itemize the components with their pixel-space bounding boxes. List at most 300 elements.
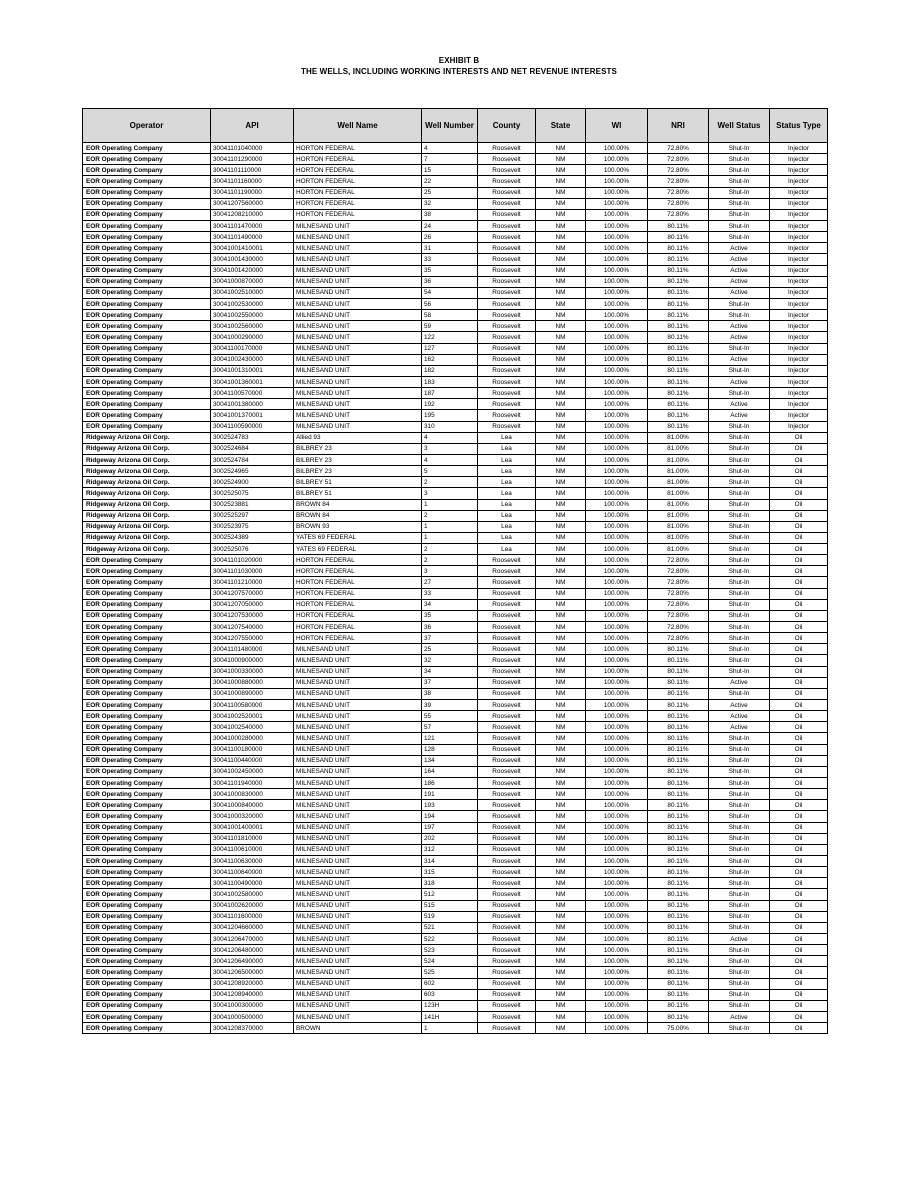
cell-api: 30041002620000 xyxy=(211,900,294,911)
cell-nri: 80.11% xyxy=(648,778,709,789)
cell-api: 30041000870000 xyxy=(211,276,294,287)
table-row xyxy=(83,867,828,878)
cell-well-status: Active xyxy=(709,677,770,688)
cell-status-type: Injector xyxy=(770,421,828,432)
cell-nri: 80.11% xyxy=(648,789,709,800)
cell-wi: 100.00% xyxy=(586,644,648,655)
cell-wi: 100.00% xyxy=(586,321,648,332)
cell-state: NM xyxy=(536,376,586,387)
cell-county: Roosevelt xyxy=(478,165,536,176)
cell-state: NM xyxy=(536,688,586,699)
cell-well-number: 1 xyxy=(422,521,478,532)
cell-well-status: Shut-In xyxy=(709,510,770,521)
cell-nri: 72.80% xyxy=(648,610,709,621)
cell-well-status: Shut-In xyxy=(709,176,770,187)
cell-well-status: Shut-In xyxy=(709,599,770,610)
table-row xyxy=(83,889,828,900)
table-row xyxy=(83,532,828,543)
cell-state: NM xyxy=(536,622,586,633)
cell-status-type: Oil xyxy=(770,521,828,532)
cell-well-name: MILNESAND UNIT xyxy=(294,388,422,399)
table-row xyxy=(83,265,828,276)
table-body xyxy=(83,143,828,1034)
cell-well-number: 521 xyxy=(422,922,478,933)
cell-state: NM xyxy=(536,176,586,187)
cell-well-number: 32 xyxy=(422,198,478,209)
cell-county: Roosevelt xyxy=(478,187,536,198)
cell-well-status: Shut-In xyxy=(709,1023,770,1034)
cell-well-name: MILNESAND UNIT xyxy=(294,766,422,777)
cell-well-name: MILNESAND UNIT xyxy=(294,833,422,844)
cell-state: NM xyxy=(536,243,586,254)
cell-state: NM xyxy=(536,956,586,967)
cell-well-name: MILNESAND UNIT xyxy=(294,232,422,243)
cell-county: Roosevelt xyxy=(478,688,536,699)
cell-operator: Ridgeway Arizona Oil Corp. xyxy=(83,454,211,465)
cell-state: NM xyxy=(536,577,586,588)
table-row xyxy=(83,766,828,777)
cell-api: 30041101810000 xyxy=(211,833,294,844)
table-row xyxy=(83,677,828,688)
cell-operator: EOR Operating Company xyxy=(83,900,211,911)
cell-county: Lea xyxy=(478,466,536,477)
cell-county: Roosevelt xyxy=(478,276,536,287)
cell-nri: 80.11% xyxy=(648,811,709,822)
cell-well-number: 162 xyxy=(422,354,478,365)
cell-nri: 81.00% xyxy=(648,488,709,499)
cell-api: 30041101030000 xyxy=(211,566,294,577)
cell-wi: 100.00% xyxy=(586,778,648,789)
cell-well-name: MILNESAND UNIT xyxy=(294,399,422,410)
table-row xyxy=(83,577,828,588)
cell-well-status: Active xyxy=(709,354,770,365)
cell-wi: 100.00% xyxy=(586,922,648,933)
cell-operator: EOR Operating Company xyxy=(83,922,211,933)
cell-well-status: Shut-In xyxy=(709,633,770,644)
cell-status-type: Injector xyxy=(770,165,828,176)
cell-nri: 72.80% xyxy=(648,566,709,577)
cell-county: Roosevelt xyxy=(478,644,536,655)
cell-well-name: HORTON FEDERAL xyxy=(294,154,422,165)
cell-wi: 100.00% xyxy=(586,287,648,298)
cell-well-name: MILNESAND UNIT xyxy=(294,800,422,811)
cell-state: NM xyxy=(536,555,586,566)
cell-status-type: Oil xyxy=(770,1023,828,1034)
cell-operator: Ridgeway Arizona Oil Corp. xyxy=(83,544,211,555)
cell-well-number: 2 xyxy=(422,510,478,521)
cell-state: NM xyxy=(536,310,586,321)
cell-api: 30041001360001 xyxy=(211,376,294,387)
cell-api: 30041002430000 xyxy=(211,354,294,365)
cell-operator: EOR Operating Company xyxy=(83,599,211,610)
cell-state: NM xyxy=(536,911,586,922)
column-header-nri: NRI xyxy=(648,109,709,143)
cell-well-status: Shut-In xyxy=(709,232,770,243)
cell-state: NM xyxy=(536,878,586,889)
cell-nri: 81.00% xyxy=(648,499,709,510)
cell-status-type: Oil xyxy=(770,867,828,878)
cell-api: 3002525075 xyxy=(211,488,294,499)
cell-nri: 80.11% xyxy=(648,945,709,956)
cell-wi: 100.00% xyxy=(586,933,648,944)
cell-well-name: MILNESAND UNIT xyxy=(294,1011,422,1022)
cell-well-status: Active xyxy=(709,243,770,254)
table-row xyxy=(83,566,828,577)
cell-county: Roosevelt xyxy=(478,254,536,265)
cell-well-name: BROWN 84 xyxy=(294,510,422,521)
cell-operator: EOR Operating Company xyxy=(83,165,211,176)
cell-api: 30041001310001 xyxy=(211,365,294,376)
cell-api: 30041207550000 xyxy=(211,633,294,644)
cell-status-type: Oil xyxy=(770,844,828,855)
cell-nri: 80.11% xyxy=(648,956,709,967)
cell-status-type: Oil xyxy=(770,744,828,755)
cell-wi: 100.00% xyxy=(586,254,648,265)
table-row xyxy=(83,154,828,165)
cell-status-type: Oil xyxy=(770,811,828,822)
cell-county: Roosevelt xyxy=(478,833,536,844)
table-row xyxy=(83,945,828,956)
cell-operator: EOR Operating Company xyxy=(83,1011,211,1022)
cell-wi: 100.00% xyxy=(586,599,648,610)
cell-well-status: Shut-In xyxy=(709,610,770,621)
cell-operator: Ridgeway Arizona Oil Corp. xyxy=(83,510,211,521)
cell-operator: EOR Operating Company xyxy=(83,644,211,655)
cell-well-status: Shut-In xyxy=(709,755,770,766)
cell-operator: EOR Operating Company xyxy=(83,733,211,744)
cell-well-name: MILNESAND UNIT xyxy=(294,789,422,800)
cell-well-name: HORTON FEDERAL xyxy=(294,622,422,633)
cell-well-name: MILNESAND UNIT xyxy=(294,711,422,722)
cell-status-type: Injector xyxy=(770,176,828,187)
cell-wi: 100.00% xyxy=(586,967,648,978)
cell-wi: 100.00% xyxy=(586,454,648,465)
cell-nri: 72.80% xyxy=(648,187,709,198)
cell-state: NM xyxy=(536,722,586,733)
cell-county: Roosevelt xyxy=(478,677,536,688)
cell-state: NM xyxy=(536,655,586,666)
cell-nri: 80.11% xyxy=(648,933,709,944)
cell-operator: EOR Operating Company xyxy=(83,811,211,822)
cell-state: NM xyxy=(536,198,586,209)
cell-nri: 80.11% xyxy=(648,243,709,254)
cell-api: 30041100180000 xyxy=(211,744,294,755)
cell-county: Lea xyxy=(478,443,536,454)
cell-well-status: Active xyxy=(709,254,770,265)
cell-county: Roosevelt xyxy=(478,722,536,733)
cell-state: NM xyxy=(536,922,586,933)
table-row xyxy=(83,287,828,298)
cell-nri: 80.11% xyxy=(648,922,709,933)
cell-nri: 72.80% xyxy=(648,209,709,220)
cell-wi: 100.00% xyxy=(586,154,648,165)
cell-well-number: 26 xyxy=(422,232,478,243)
cell-api: 30041002580000 xyxy=(211,889,294,900)
table-row xyxy=(83,365,828,376)
cell-operator: EOR Operating Company xyxy=(83,989,211,1000)
cell-operator: Ridgeway Arizona Oil Corp. xyxy=(83,532,211,543)
cell-operator: EOR Operating Company xyxy=(83,633,211,644)
cell-nri: 80.11% xyxy=(648,889,709,900)
cell-well-status: Shut-In xyxy=(709,566,770,577)
cell-state: NM xyxy=(536,989,586,1000)
cell-well-status: Shut-In xyxy=(709,833,770,844)
cell-well-number: 127 xyxy=(422,343,478,354)
wells-table xyxy=(82,108,828,1034)
cell-nri: 80.11% xyxy=(648,867,709,878)
cell-wi: 100.00% xyxy=(586,722,648,733)
cell-status-type: Injector xyxy=(770,310,828,321)
cell-operator: EOR Operating Company xyxy=(83,666,211,677)
cell-county: Roosevelt xyxy=(478,744,536,755)
cell-well-number: 33 xyxy=(422,588,478,599)
cell-well-status: Shut-In xyxy=(709,644,770,655)
cell-nri: 81.00% xyxy=(648,466,709,477)
cell-status-type: Oil xyxy=(770,856,828,867)
cell-state: NM xyxy=(536,978,586,989)
cell-wi: 100.00% xyxy=(586,343,648,354)
table-row xyxy=(83,700,828,711)
cell-well-status: Shut-In xyxy=(709,588,770,599)
cell-status-type: Oil xyxy=(770,566,828,577)
table-row xyxy=(83,622,828,633)
cell-operator: EOR Operating Company xyxy=(83,844,211,855)
cell-well-status: Shut-In xyxy=(709,800,770,811)
cell-well-status: Active xyxy=(709,933,770,944)
cell-well-number: 37 xyxy=(422,633,478,644)
cell-operator: EOR Operating Company xyxy=(83,577,211,588)
cell-wi: 100.00% xyxy=(586,577,648,588)
cell-county: Roosevelt xyxy=(478,945,536,956)
table-row xyxy=(83,844,828,855)
cell-api: 30041002530000 xyxy=(211,298,294,309)
cell-status-type: Oil xyxy=(770,555,828,566)
cell-wi: 100.00% xyxy=(586,332,648,343)
cell-well-status: Shut-In xyxy=(709,388,770,399)
cell-well-name: YATES 69 FEDERAL xyxy=(294,544,422,555)
cell-status-type: Injector xyxy=(770,376,828,387)
cell-api: 30041206500000 xyxy=(211,967,294,978)
cell-wi: 100.00% xyxy=(586,610,648,621)
cell-well-number: 318 xyxy=(422,878,478,889)
cell-county: Roosevelt xyxy=(478,778,536,789)
cell-status-type: Oil xyxy=(770,978,828,989)
cell-well-status: Shut-In xyxy=(709,488,770,499)
cell-well-status: Active xyxy=(709,265,770,276)
cell-well-number: 195 xyxy=(422,410,478,421)
table-row xyxy=(83,666,828,677)
cell-status-type: Oil xyxy=(770,700,828,711)
cell-well-status: Shut-In xyxy=(709,365,770,376)
column-header-operator: Operator xyxy=(83,109,211,143)
cell-county: Roosevelt xyxy=(478,376,536,387)
cell-well-name: BILBREY 23 xyxy=(294,443,422,454)
cell-state: NM xyxy=(536,889,586,900)
cell-county: Roosevelt xyxy=(478,577,536,588)
cell-nri: 80.11% xyxy=(648,399,709,410)
cell-well-number: 34 xyxy=(422,666,478,677)
cell-wi: 100.00% xyxy=(586,856,648,867)
column-header-status-type: Status Type xyxy=(770,109,828,143)
table-row xyxy=(83,432,828,443)
table-row xyxy=(83,165,828,176)
cell-well-number: 192 xyxy=(422,399,478,410)
cell-well-name: MILNESAND UNIT xyxy=(294,911,422,922)
cell-well-name: BROWN xyxy=(294,1023,422,1034)
cell-operator: Ridgeway Arizona Oil Corp. xyxy=(83,477,211,488)
cell-operator: EOR Operating Company xyxy=(83,778,211,789)
cell-nri: 80.11% xyxy=(648,722,709,733)
cell-state: NM xyxy=(536,477,586,488)
cell-well-name: MILNESAND UNIT xyxy=(294,900,422,911)
cell-well-name: MILNESAND UNIT xyxy=(294,700,422,711)
cell-operator: EOR Operating Company xyxy=(83,978,211,989)
cell-wi: 100.00% xyxy=(586,889,648,900)
cell-operator: EOR Operating Company xyxy=(83,243,211,254)
cell-well-status: Shut-In xyxy=(709,143,770,154)
cell-well-status: Active xyxy=(709,376,770,387)
cell-api: 30041101020000 xyxy=(211,555,294,566)
cell-county: Roosevelt xyxy=(478,354,536,365)
cell-nri: 80.11% xyxy=(648,1000,709,1011)
cell-status-type: Injector xyxy=(770,187,828,198)
cell-state: NM xyxy=(536,432,586,443)
cell-operator: EOR Operating Company xyxy=(83,722,211,733)
cell-county: Lea xyxy=(478,532,536,543)
cell-operator: EOR Operating Company xyxy=(83,399,211,410)
exhibit-subtitle: THE WELLS, INCLUDING WORKING INTERESTS AND NET REVENUE INTERESTS xyxy=(301,67,617,76)
cell-county: Roosevelt xyxy=(478,1000,536,1011)
cell-well-status: Active xyxy=(709,700,770,711)
cell-api: 30041001420000 xyxy=(211,265,294,276)
cell-well-status: Shut-In xyxy=(709,532,770,543)
cell-state: NM xyxy=(536,844,586,855)
cell-nri: 80.11% xyxy=(648,688,709,699)
table-row xyxy=(83,711,828,722)
cell-nri: 72.80% xyxy=(648,165,709,176)
table-row xyxy=(83,143,828,154)
cell-county: Roosevelt xyxy=(478,655,536,666)
table-row xyxy=(83,321,828,332)
cell-state: NM xyxy=(536,789,586,800)
cell-well-status: Active xyxy=(709,399,770,410)
table-row xyxy=(83,220,828,231)
cell-wi: 100.00% xyxy=(586,844,648,855)
cell-wi: 100.00% xyxy=(586,198,648,209)
cell-county: Roosevelt xyxy=(478,911,536,922)
cell-well-name: MILNESAND UNIT xyxy=(294,922,422,933)
table-row xyxy=(83,198,828,209)
cell-county: Roosevelt xyxy=(478,856,536,867)
cell-api: 30041208370000 xyxy=(211,1023,294,1034)
cell-county: Lea xyxy=(478,488,536,499)
cell-well-number: 193 xyxy=(422,800,478,811)
cell-wi: 100.00% xyxy=(586,588,648,599)
cell-well-number: 7 xyxy=(422,154,478,165)
cell-well-number: 32 xyxy=(422,655,478,666)
cell-status-type: Oil xyxy=(770,432,828,443)
cell-well-status: Active xyxy=(709,711,770,722)
column-header-well-status: Well Status xyxy=(709,109,770,143)
cell-county: Roosevelt xyxy=(478,310,536,321)
cell-status-type: Injector xyxy=(770,254,828,265)
cell-api: 30041207050000 xyxy=(211,599,294,610)
cell-api: 30041208920000 xyxy=(211,978,294,989)
cell-well-name: MILNESAND UNIT xyxy=(294,856,422,867)
cell-api: 30041001380000 xyxy=(211,399,294,410)
table-row xyxy=(83,956,828,967)
cell-county: Roosevelt xyxy=(478,844,536,855)
table-row xyxy=(83,209,828,220)
cell-wi: 100.00% xyxy=(586,1023,648,1034)
cell-api: 30041206480000 xyxy=(211,945,294,956)
cell-status-type: Injector xyxy=(770,220,828,231)
table-row xyxy=(83,555,828,566)
cell-nri: 80.11% xyxy=(648,978,709,989)
column-header-api: API xyxy=(211,109,294,143)
cell-operator: EOR Operating Company xyxy=(83,822,211,833)
cell-operator: EOR Operating Company xyxy=(83,154,211,165)
cell-operator: EOR Operating Company xyxy=(83,867,211,878)
cell-well-status: Shut-In xyxy=(709,310,770,321)
cell-state: NM xyxy=(536,755,586,766)
table-row xyxy=(83,488,828,499)
table-row xyxy=(83,276,828,287)
cell-county: Roosevelt xyxy=(478,633,536,644)
cell-state: NM xyxy=(536,332,586,343)
cell-nri: 72.80% xyxy=(648,588,709,599)
cell-county: Roosevelt xyxy=(478,822,536,833)
cell-nri: 80.11% xyxy=(648,911,709,922)
cell-api: 30041002540000 xyxy=(211,722,294,733)
cell-wi: 100.00% xyxy=(586,677,648,688)
cell-nri: 72.80% xyxy=(648,143,709,154)
cell-api: 30041100440000 xyxy=(211,755,294,766)
cell-well-status: Shut-In xyxy=(709,209,770,220)
cell-operator: EOR Operating Company xyxy=(83,610,211,621)
cell-api: 3002524784 xyxy=(211,454,294,465)
cell-state: NM xyxy=(536,298,586,309)
cell-wi: 100.00% xyxy=(586,666,648,677)
cell-well-name: MILNESAND UNIT xyxy=(294,655,422,666)
cell-operator: EOR Operating Company xyxy=(83,800,211,811)
cell-well-number: 25 xyxy=(422,644,478,655)
document-header xyxy=(0,55,918,77)
cell-api: 30041002560000 xyxy=(211,321,294,332)
cell-status-type: Injector xyxy=(770,388,828,399)
cell-well-name: HORTON FEDERAL xyxy=(294,555,422,566)
cell-well-name: MILNESAND UNIT xyxy=(294,677,422,688)
cell-well-number: 4 xyxy=(422,454,478,465)
cell-status-type: Oil xyxy=(770,945,828,956)
cell-status-type: Oil xyxy=(770,967,828,978)
cell-wi: 100.00% xyxy=(586,789,648,800)
cell-status-type: Oil xyxy=(770,454,828,465)
cell-status-type: Oil xyxy=(770,900,828,911)
cell-status-type: Oil xyxy=(770,1000,828,1011)
cell-well-number: 134 xyxy=(422,755,478,766)
cell-well-name: HORTON FEDERAL xyxy=(294,143,422,154)
cell-county: Roosevelt xyxy=(478,766,536,777)
cell-status-type: Oil xyxy=(770,688,828,699)
cell-api: 3002523881 xyxy=(211,499,294,510)
cell-wi: 100.00% xyxy=(586,276,648,287)
cell-wi: 100.00% xyxy=(586,176,648,187)
cell-status-type: Oil xyxy=(770,588,828,599)
table-row xyxy=(83,967,828,978)
table-row xyxy=(83,688,828,699)
cell-status-type: Oil xyxy=(770,488,828,499)
